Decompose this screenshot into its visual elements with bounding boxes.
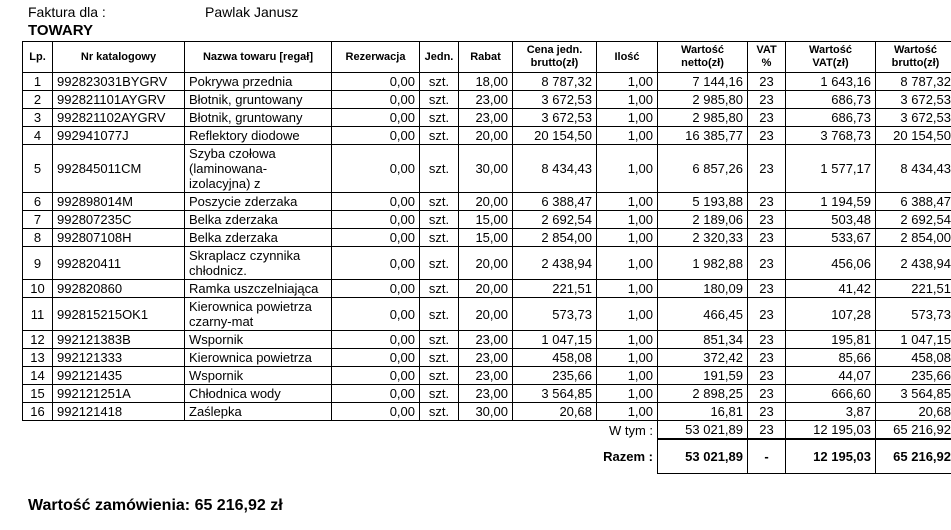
- table-cell: 2 692,54: [513, 211, 597, 229]
- table-cell: 3 768,73: [786, 127, 876, 145]
- table-cell: 23,00: [459, 331, 513, 349]
- table-row: [23, 229, 951, 247]
- table-cell: 466,45: [658, 298, 748, 331]
- table-cell: 2 692,54: [876, 211, 951, 229]
- table-cell: 0,00: [332, 91, 420, 109]
- table-cell: 992823031BYGRV: [53, 73, 185, 91]
- table-cell: 23: [748, 349, 786, 367]
- table-cell: Wspornik: [185, 331, 332, 349]
- column-header: Nazwa towaru [regał]: [185, 42, 332, 73]
- table-row: [23, 127, 951, 145]
- table-cell: 20,68: [513, 403, 597, 421]
- total-label: Razem :: [603, 448, 653, 464]
- table-cell: szt.: [420, 91, 459, 109]
- table-cell: Błotnik, gruntowany: [185, 91, 332, 109]
- table-cell: 0,00: [332, 367, 420, 385]
- table-cell: 7: [23, 211, 53, 229]
- table-cell: 3 672,53: [876, 109, 951, 127]
- table-cell: 23: [748, 367, 786, 385]
- order-value-label: Wartość zamówienia:: [28, 497, 191, 514]
- table-row: [23, 298, 951, 331]
- table-cell: szt.: [420, 247, 459, 280]
- table-cell: 1,00: [597, 229, 658, 247]
- table-cell: 0,00: [332, 385, 420, 403]
- table-cell: 1,00: [597, 280, 658, 298]
- table-cell: 7 144,16: [658, 73, 748, 91]
- total-net: 53 021,89: [658, 439, 748, 474]
- table-cell: 1 194,59: [786, 193, 876, 211]
- column-header: Cena jedn. brutto(zł): [513, 42, 597, 73]
- table-cell: 8: [23, 229, 53, 247]
- table-cell: 23: [748, 91, 786, 109]
- table-cell: 18,00: [459, 73, 513, 91]
- table-cell: 1,00: [597, 127, 658, 145]
- table-cell: 573,73: [876, 298, 951, 331]
- table-cell: Belka zderzaka: [185, 229, 332, 247]
- table-cell: Reflektory diodowe: [185, 127, 332, 145]
- table-row: [23, 367, 951, 385]
- table-cell: 0,00: [332, 298, 420, 331]
- table-cell: 16: [23, 403, 53, 421]
- total-vat-rate: -: [748, 439, 786, 474]
- table-cell: 1 577,17: [786, 145, 876, 193]
- table-cell: szt.: [420, 349, 459, 367]
- table-cell: 23: [748, 73, 786, 91]
- table-cell: 23,00: [459, 367, 513, 385]
- table-cell: 14: [23, 367, 53, 385]
- table-cell: 992821101AYGRV: [53, 91, 185, 109]
- table-cell: 2 438,94: [876, 247, 951, 280]
- table-cell: 2 985,80: [658, 91, 748, 109]
- table-cell: 1,00: [597, 331, 658, 349]
- invoice-for-label: Faktura dla :: [28, 4, 106, 20]
- table-row: [23, 349, 951, 367]
- table-cell: 0,00: [332, 127, 420, 145]
- column-header: Wartość brutto(zł): [876, 42, 951, 73]
- table-cell: 30,00: [459, 403, 513, 421]
- table-cell: 23: [748, 298, 786, 331]
- table-header-row: [23, 42, 951, 73]
- table-cell: 20,00: [459, 247, 513, 280]
- table-cell: Ramka uszczelniająca: [185, 280, 332, 298]
- table-cell: 2: [23, 91, 53, 109]
- table-cell: 16 385,77: [658, 127, 748, 145]
- table-cell: 992898014M: [53, 193, 185, 211]
- table-cell: 180,09: [658, 280, 748, 298]
- table-cell: 15,00: [459, 211, 513, 229]
- table-cell: 992820860: [53, 280, 185, 298]
- table-cell: 3 672,53: [876, 91, 951, 109]
- table-cell: 0,00: [332, 349, 420, 367]
- table-cell: 20,00: [459, 298, 513, 331]
- table-cell: Błotnik, gruntowany: [185, 109, 332, 127]
- table-cell: 9: [23, 247, 53, 280]
- table-cell: 992121418: [53, 403, 185, 421]
- table-cell: 23: [748, 109, 786, 127]
- table-cell: 5: [23, 145, 53, 193]
- subtotal-gross: 65 216,92: [876, 421, 951, 440]
- subtotal-net: 53 021,89: [658, 421, 748, 440]
- table-cell: 44,07: [786, 367, 876, 385]
- table-cell: 0,00: [332, 229, 420, 247]
- table-row: [23, 247, 951, 280]
- table-cell: 992121435: [53, 367, 185, 385]
- column-header: Lp.: [23, 42, 53, 73]
- table-cell: 0,00: [332, 403, 420, 421]
- table-cell: szt.: [420, 127, 459, 145]
- table-cell: 30,00: [459, 145, 513, 193]
- table-cell: 666,60: [786, 385, 876, 403]
- table-cell: 23,00: [459, 385, 513, 403]
- table-cell: 573,73: [513, 298, 597, 331]
- table-cell: 6: [23, 193, 53, 211]
- table-cell: 20,00: [459, 193, 513, 211]
- table-cell: 686,73: [786, 91, 876, 109]
- table-cell: 2 438,94: [513, 247, 597, 280]
- table-cell: Wspornik: [185, 367, 332, 385]
- table-cell: 533,67: [786, 229, 876, 247]
- table-cell: 2 189,06: [658, 211, 748, 229]
- table-row: [23, 331, 951, 349]
- table-cell: 6 857,26: [658, 145, 748, 193]
- table-cell: 11: [23, 298, 53, 331]
- table-cell: 23: [748, 403, 786, 421]
- table-cell: 85,66: [786, 349, 876, 367]
- table-row: [23, 109, 951, 127]
- table-cell: 107,28: [786, 298, 876, 331]
- table-cell: 503,48: [786, 211, 876, 229]
- table-cell: 458,08: [876, 349, 951, 367]
- table-cell: 2 854,00: [513, 229, 597, 247]
- column-header: Wartość VAT(zł): [786, 42, 876, 73]
- table-cell: szt.: [420, 280, 459, 298]
- table-cell: 456,06: [786, 247, 876, 280]
- table-cell: 1,00: [597, 385, 658, 403]
- table-cell: 3 672,53: [513, 109, 597, 127]
- items-table: [22, 41, 951, 474]
- table-row: [23, 385, 951, 403]
- table-cell: szt.: [420, 385, 459, 403]
- table-cell: 1: [23, 73, 53, 91]
- table-cell: 0,00: [332, 109, 420, 127]
- table-cell: 221,51: [513, 280, 597, 298]
- table-cell: 992820411: [53, 247, 185, 280]
- subtotal-row: [23, 421, 951, 440]
- table-cell: Pokrywa przednia: [185, 73, 332, 91]
- customer-name: Pawlak Janusz: [205, 4, 299, 20]
- table-cell: 1,00: [597, 145, 658, 193]
- table-cell: 23,00: [459, 91, 513, 109]
- table-row: [23, 403, 951, 421]
- table-cell: 0,00: [332, 280, 420, 298]
- table-cell: 1,00: [597, 247, 658, 280]
- table-cell: 3 564,85: [876, 385, 951, 403]
- table-cell: 6 388,47: [876, 193, 951, 211]
- total-gross: 65 216,92: [876, 439, 951, 474]
- table-cell: 221,51: [876, 280, 951, 298]
- table-cell: szt.: [420, 193, 459, 211]
- column-header: Nr katalogowy: [53, 42, 185, 73]
- table-cell: 23,00: [459, 349, 513, 367]
- table-cell: 686,73: [786, 109, 876, 127]
- table-cell: 0,00: [332, 145, 420, 193]
- table-cell: Kierownica powietrza czarny-mat: [185, 298, 332, 331]
- column-header: Ilość: [597, 42, 658, 73]
- table-cell: Zaślepka: [185, 403, 332, 421]
- table-cell: 0,00: [332, 211, 420, 229]
- table-cell: 8 434,43: [876, 145, 951, 193]
- table-cell: Skraplacz czynnika chłodnicz.: [185, 247, 332, 280]
- table-cell: 15,00: [459, 229, 513, 247]
- table-cell: 23,00: [459, 109, 513, 127]
- table-cell: szt.: [420, 73, 459, 91]
- table-cell: 2 854,00: [876, 229, 951, 247]
- table-cell: szt.: [420, 211, 459, 229]
- table-cell: 992815215OK1: [53, 298, 185, 331]
- subtotal-vat: 12 195,03: [786, 421, 876, 440]
- table-cell: 235,66: [876, 367, 951, 385]
- table-cell: 23: [748, 127, 786, 145]
- section-title: TOWARY: [28, 22, 94, 39]
- total-row: [23, 439, 951, 474]
- table-cell: 23: [748, 211, 786, 229]
- table-cell: 3 672,53: [513, 91, 597, 109]
- table-cell: 458,08: [513, 349, 597, 367]
- table-cell: 3 564,85: [513, 385, 597, 403]
- table-cell: 12: [23, 331, 53, 349]
- table-cell: 41,42: [786, 280, 876, 298]
- table-cell: 8 434,43: [513, 145, 597, 193]
- table-cell: 235,66: [513, 367, 597, 385]
- table-cell: Chłodnica wody: [185, 385, 332, 403]
- table-cell: Kierownica powietrza: [185, 349, 332, 367]
- table-cell: 23: [748, 331, 786, 349]
- table-row: [23, 280, 951, 298]
- table-cell: 13: [23, 349, 53, 367]
- table-cell: 1 047,15: [876, 331, 951, 349]
- table-cell: 8 787,32: [876, 73, 951, 91]
- column-header: Rabat: [459, 42, 513, 73]
- table-cell: 2 898,25: [658, 385, 748, 403]
- table-cell: 20 154,50: [876, 127, 951, 145]
- table-cell: 851,34: [658, 331, 748, 349]
- table-cell: 10: [23, 280, 53, 298]
- table-cell: 23: [748, 193, 786, 211]
- table-cell: 1 643,16: [786, 73, 876, 91]
- table-cell: szt.: [420, 145, 459, 193]
- column-header: Wartość netto(zł): [658, 42, 748, 73]
- table-cell: 1,00: [597, 91, 658, 109]
- table-cell: szt.: [420, 367, 459, 385]
- table-cell: 23: [748, 247, 786, 280]
- table-cell: 992821102AYGRV: [53, 109, 185, 127]
- table-cell: szt.: [420, 298, 459, 331]
- table-cell: 992121333: [53, 349, 185, 367]
- total-vat: 12 195,03: [786, 439, 876, 474]
- table-cell: 992941077J: [53, 127, 185, 145]
- table-cell: 1,00: [597, 211, 658, 229]
- table-cell: szt.: [420, 229, 459, 247]
- table-cell: 3: [23, 109, 53, 127]
- table-cell: 0,00: [332, 73, 420, 91]
- table-cell: 23: [748, 280, 786, 298]
- table-cell: 4: [23, 127, 53, 145]
- table-cell: 1 982,88: [658, 247, 748, 280]
- column-header: VAT %: [748, 42, 786, 73]
- table-cell: 23: [748, 229, 786, 247]
- table-cell: 20,68: [876, 403, 951, 421]
- table-cell: 992807235C: [53, 211, 185, 229]
- table-cell: 1,00: [597, 193, 658, 211]
- table-cell: 1,00: [597, 73, 658, 91]
- table-cell: Poszycie zderzaka: [185, 193, 332, 211]
- table-cell: 3,87: [786, 403, 876, 421]
- table-row: [23, 211, 951, 229]
- table-cell: 195,81: [786, 331, 876, 349]
- table-cell: 992845011CM: [53, 145, 185, 193]
- column-header: Rezerwacja: [332, 42, 420, 73]
- table-cell: 992121251A: [53, 385, 185, 403]
- table-cell: 20 154,50: [513, 127, 597, 145]
- table-cell: 1,00: [597, 403, 658, 421]
- table-cell: szt.: [420, 331, 459, 349]
- table-cell: 6 388,47: [513, 193, 597, 211]
- table-row: [23, 145, 951, 193]
- table-cell: 16,81: [658, 403, 748, 421]
- table-cell: 15: [23, 385, 53, 403]
- table-row: [23, 73, 951, 91]
- order-value: [28, 497, 283, 515]
- table-cell: 20,00: [459, 127, 513, 145]
- table-cell: 372,42: [658, 349, 748, 367]
- order-value-amount: 65 216,92 zł: [194, 497, 283, 514]
- table-cell: 2 320,33: [658, 229, 748, 247]
- table-cell: 992121383B: [53, 331, 185, 349]
- table-cell: Szyba czołowa (laminowana-izolacyjna) z: [185, 145, 332, 193]
- table-cell: 5 193,88: [658, 193, 748, 211]
- table-cell: 0,00: [332, 331, 420, 349]
- table-cell: 23: [748, 385, 786, 403]
- table-cell: 191,59: [658, 367, 748, 385]
- table-cell: 0,00: [332, 247, 420, 280]
- subtotal-vat-rate: 23: [748, 421, 786, 440]
- table-cell: 1,00: [597, 298, 658, 331]
- table-cell: 1,00: [597, 349, 658, 367]
- table-cell: 20,00: [459, 280, 513, 298]
- table-cell: 2 985,80: [658, 109, 748, 127]
- table-cell: 1 047,15: [513, 331, 597, 349]
- table-cell: Belka zderzaka: [185, 211, 332, 229]
- table-cell: 1,00: [597, 109, 658, 127]
- table-cell: 1,00: [597, 367, 658, 385]
- subtotal-label: W tym :: [608, 422, 653, 438]
- table-cell: 992807108H: [53, 229, 185, 247]
- table-cell: 0,00: [332, 193, 420, 211]
- column-header: Jedn.: [420, 42, 459, 73]
- table-row: [23, 91, 951, 109]
- table-cell: 23: [748, 145, 786, 193]
- table-cell: 8 787,32: [513, 73, 597, 91]
- table-cell: szt.: [420, 109, 459, 127]
- table-cell: szt.: [420, 403, 459, 421]
- table-row: [23, 193, 951, 211]
